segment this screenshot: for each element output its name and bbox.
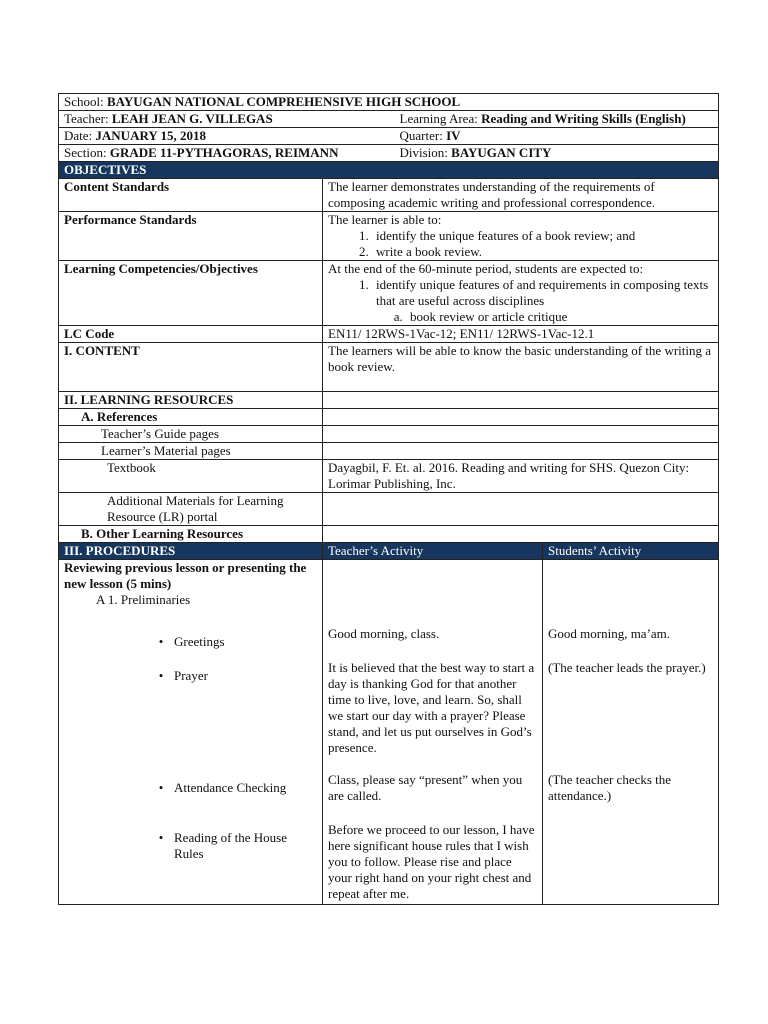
review-label: Reviewing previous lesson or presenting the new lesson (5 mins) (64, 560, 307, 591)
teacher-prayer: It is believed that the best way to start a day is thanking God for that another time to live, love, and learn. So, shall we start our day with a prayer? Please stand, and let us put ourselves in God’s presence. (328, 660, 535, 755)
references-label: A. References (59, 409, 323, 426)
student-prayer: (The teacher leads the prayer.) (548, 660, 706, 675)
section-label: Section: (64, 145, 107, 160)
other-resources-label: B. Other Learning Resources (59, 526, 323, 543)
list-item: • Attendance Checking (158, 780, 287, 795)
performance-standards-label: Performance Standards (59, 212, 323, 261)
lesson-plan-page (58, 93, 718, 905)
school-label: School: (64, 94, 104, 109)
list-item: • Prayer (158, 668, 208, 683)
teacher-attendance: Class, please say “present” when you are called. (328, 772, 523, 803)
content-label: I. CONTENT (59, 343, 323, 392)
tg-pages-value (323, 426, 719, 443)
lc-code-value: EN11/ 12RWS-1Vac-12; EN11/ 12RWS-1Vac-12.1 (323, 326, 719, 343)
lm-pages-value (323, 443, 719, 460)
area-cell (395, 111, 719, 128)
teacher-cell (59, 111, 395, 128)
competencies-intro: At the end of the 60-minute period, students are expected to: (328, 261, 644, 276)
date-value: JANUARY 15, 2018 (95, 128, 207, 143)
date-label: Date: (64, 128, 93, 143)
objectives-table (58, 162, 719, 543)
list-item: 1. identify unique features of and requirements in composing texts that are useful across disciplines a. book review or article critique (372, 277, 713, 325)
textbook-label: Textbook (59, 460, 323, 493)
other-resources-value (323, 526, 719, 543)
teacher-house-rules: Before we proceed to our lesson, I have here significant house rules that I wish you to follow. Please rise and place your right hand on your right chest and repeat after me. (328, 822, 535, 901)
teacher-activity-heading: Teacher’s Activity (323, 543, 543, 560)
textbook-value: Dayagbil, F. Et. al. 2016. Reading and writing for SHS. Quezon City: Lorimar Publishing, Inc. (323, 460, 719, 493)
performance-intro: The learner is able to: (328, 212, 442, 227)
lm-pages-label: Learner’s Material pages (59, 443, 323, 460)
quarter-label: Quarter: (399, 128, 443, 143)
additional-materials-value (323, 493, 719, 526)
quarter-cell (395, 128, 719, 145)
tg-pages-label: Teacher’s Guide pages (59, 426, 323, 443)
teacher-name: LEAH JEAN G. VILLEGAS (111, 111, 273, 126)
school-cell (59, 94, 719, 111)
competencies-label: Learning Competencies/Objectives (59, 261, 323, 326)
list-item: • Reading of the House Rules (158, 830, 288, 861)
student-activity-heading: Students’ Activity (543, 543, 719, 560)
additional-materials-label: Additional Materials for Learning Resource (LR) portal (59, 493, 323, 526)
list-item: 2. write a book review. (372, 244, 713, 260)
division-label: Division: (399, 145, 448, 160)
competencies-sublist (376, 309, 713, 325)
references-value (323, 409, 719, 426)
competencies-list (328, 277, 713, 325)
student-greeting: Good morning, ma’am. (548, 626, 671, 641)
date-cell (59, 128, 395, 145)
list-item: 1. identify the unique features of a book review; and (372, 228, 713, 244)
learning-resources-value (323, 392, 719, 409)
student-activity-cell (543, 560, 719, 905)
teacher-label: Teacher: (64, 111, 109, 126)
content-standards-label: Content Standards (59, 179, 323, 212)
header-table (58, 93, 719, 162)
area-value: Reading and Writing Skills (English) (481, 111, 686, 126)
procedures-table (58, 543, 719, 905)
procedures-heading: III. PROCEDURES (59, 543, 323, 560)
lc-code-label: LC Code (59, 326, 323, 343)
objectives-heading: OBJECTIVES (59, 162, 719, 179)
performance-standards-cell (323, 212, 719, 261)
division-cell (395, 145, 719, 162)
section-cell (59, 145, 395, 162)
teacher-activity-cell (323, 560, 543, 905)
preliminaries-label: A 1. Preliminaries (96, 592, 191, 607)
learning-resources-label: II. LEARNING RESOURCES (59, 392, 323, 409)
competencies-cell (323, 261, 719, 326)
division-value: BAYUGAN CITY (451, 145, 552, 160)
content-standards-text: The learner demonstrates understanding of the requirements of composing academic writing and professional correspondence. (323, 179, 719, 212)
procedures-items-cell (59, 560, 323, 905)
section-value: GRADE 11-PYTHAGORAS, REIMANN (109, 145, 339, 160)
student-attendance: (The teacher checks the attendance.) (548, 772, 672, 803)
list-item: a. book review or article critique (406, 309, 713, 325)
teacher-greeting: Good morning, class. (328, 626, 440, 641)
content-text: The learners will be able to know the basic understanding of the writing a book review. (323, 343, 719, 392)
area-label: Learning Area: (399, 111, 478, 126)
performance-list (328, 228, 713, 260)
list-item: • Greetings (158, 634, 225, 649)
quarter-value: IV (446, 128, 461, 143)
school-name: BAYUGAN NATIONAL COMPREHENSIVE HIGH SCHOOL (106, 94, 461, 109)
